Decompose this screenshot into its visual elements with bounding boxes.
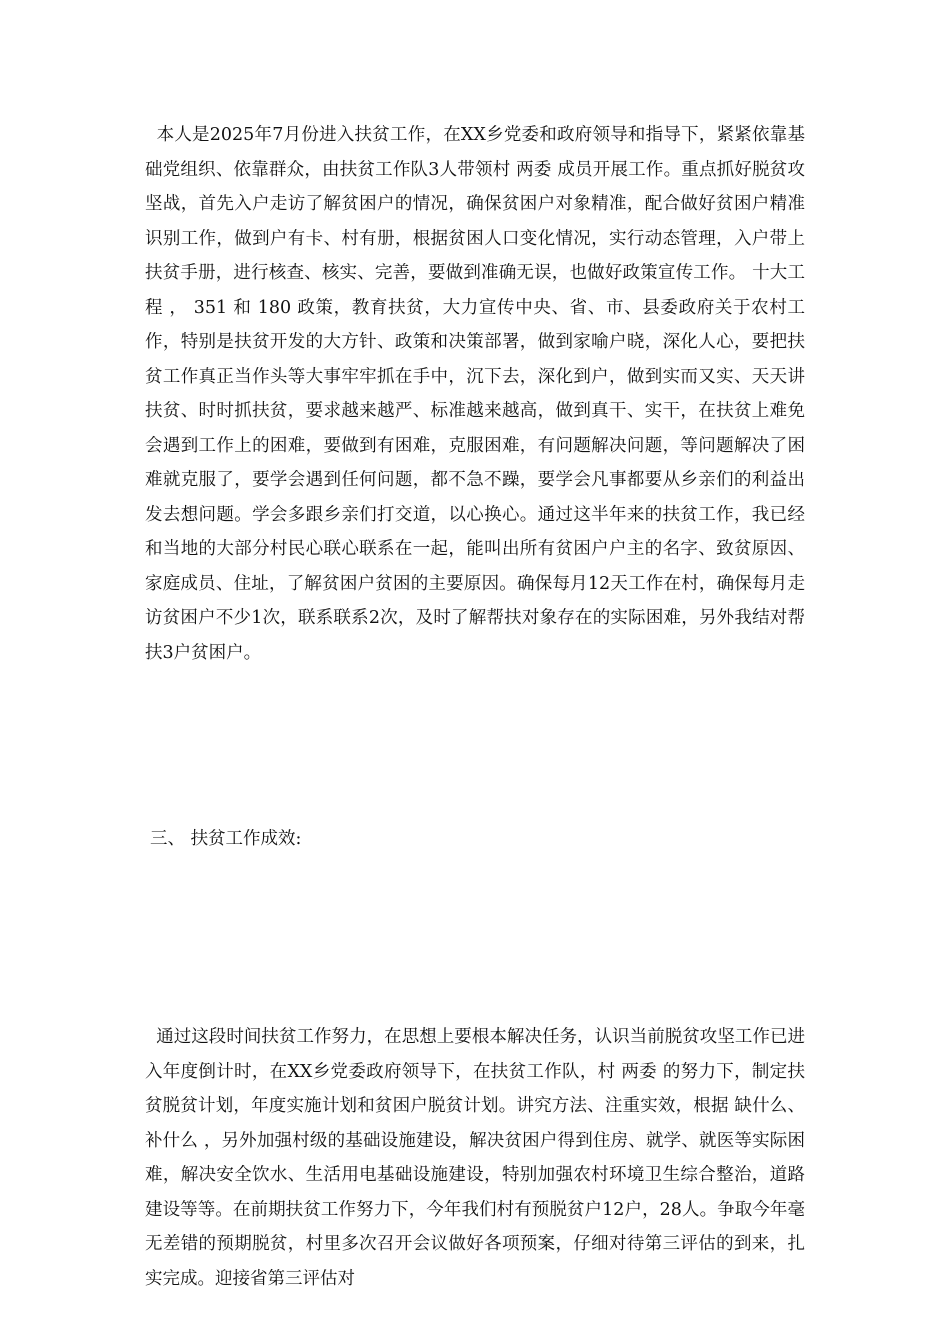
section-heading-results: 三、 扶贫工作成效:	[150, 829, 302, 849]
body-paragraph-results: 通过这段时间扶贫工作努力，在思想上要根本解决任务，认识当前脱贫攻坚工作已进入年度倒计时，在XX乡党委政府领导下，在扶贫工作队，村 两委 的努力下，制定扶贫脱贫计划，年度实施计划和贫困户脱贫计划。讲究方法、注重实效，根据 缺什么、补什么 ，另外加强村级的基础设施建设，解决贫困户得到住房、就学、就医等实际困难，解决安全饮水、生活用电基础设施建设，特别加强农村环境卫生综合整治，道路建设等等。在前期扶贫工作努力下，今年我们村有预脱贫户12户，28人。争取今年毫无差错的预期脱贫，村里多次召开会议做好各项预案，仔细对待第三评估的到来，扎实完成。迎接省第三评估对	[145, 1027, 805, 1289]
body-paragraph-work-overview: 本人是2025年7月份进入扶贫工作，在XX乡党委和政府领导和指导下，紧紧依靠基础党组织、依靠群众，由扶贫工作队3人带领村 两委 成员开展工作。重点抓好脱贫攻坚战，首先入户走访了解贫困户的情况，确保贫困户对象精准，配合做好贫困户精准识别工作，做到户有卡、村有册，根据贫困人口变化情况，实行动态管理，入户带上扶贫手册，进行核查、核实、完善，要做到准确无误，也做好政策宣传工作。 十大工程 ， 351 和 180 政策，教育扶贫，大力宣传中央、省、市、县委政府关于农村工作，特别是扶贫开发的大方针、政策和决策部署，做到家喻户晓，深化人心，要把扶贫工作真正当作头等大事牢牢抓在手中，沉下去，深化到户，做到实而又实、天天讲扶贫、时时抓扶贫，要求越来越严、标准越来越高，做到真干、实干，在扶贫上难免会遇到工作上的困难，要做到有困难，克服困难，有问题解决问题，等问题解决了困难就克服了，要学会遇到任何问题，都不急不躁，要学会凡事都要从乡亲们的利益出发去想问题。学会多跟乡亲们打交道，以心换心。通过这半年来的扶贫工作，我已经和当地的大部分村民心联心联系在一起，能叫出所有贫困户户主的名字、致贫原因、家庭成员、住址，了解贫困户贫困的主要原因。确保每月12天工作在村，确保每月走访贫困户不少1次，联系联系2次，及时了解帮扶对象存在的实际困难，另外我结对帮扶3户贫困户。	[145, 125, 805, 663]
